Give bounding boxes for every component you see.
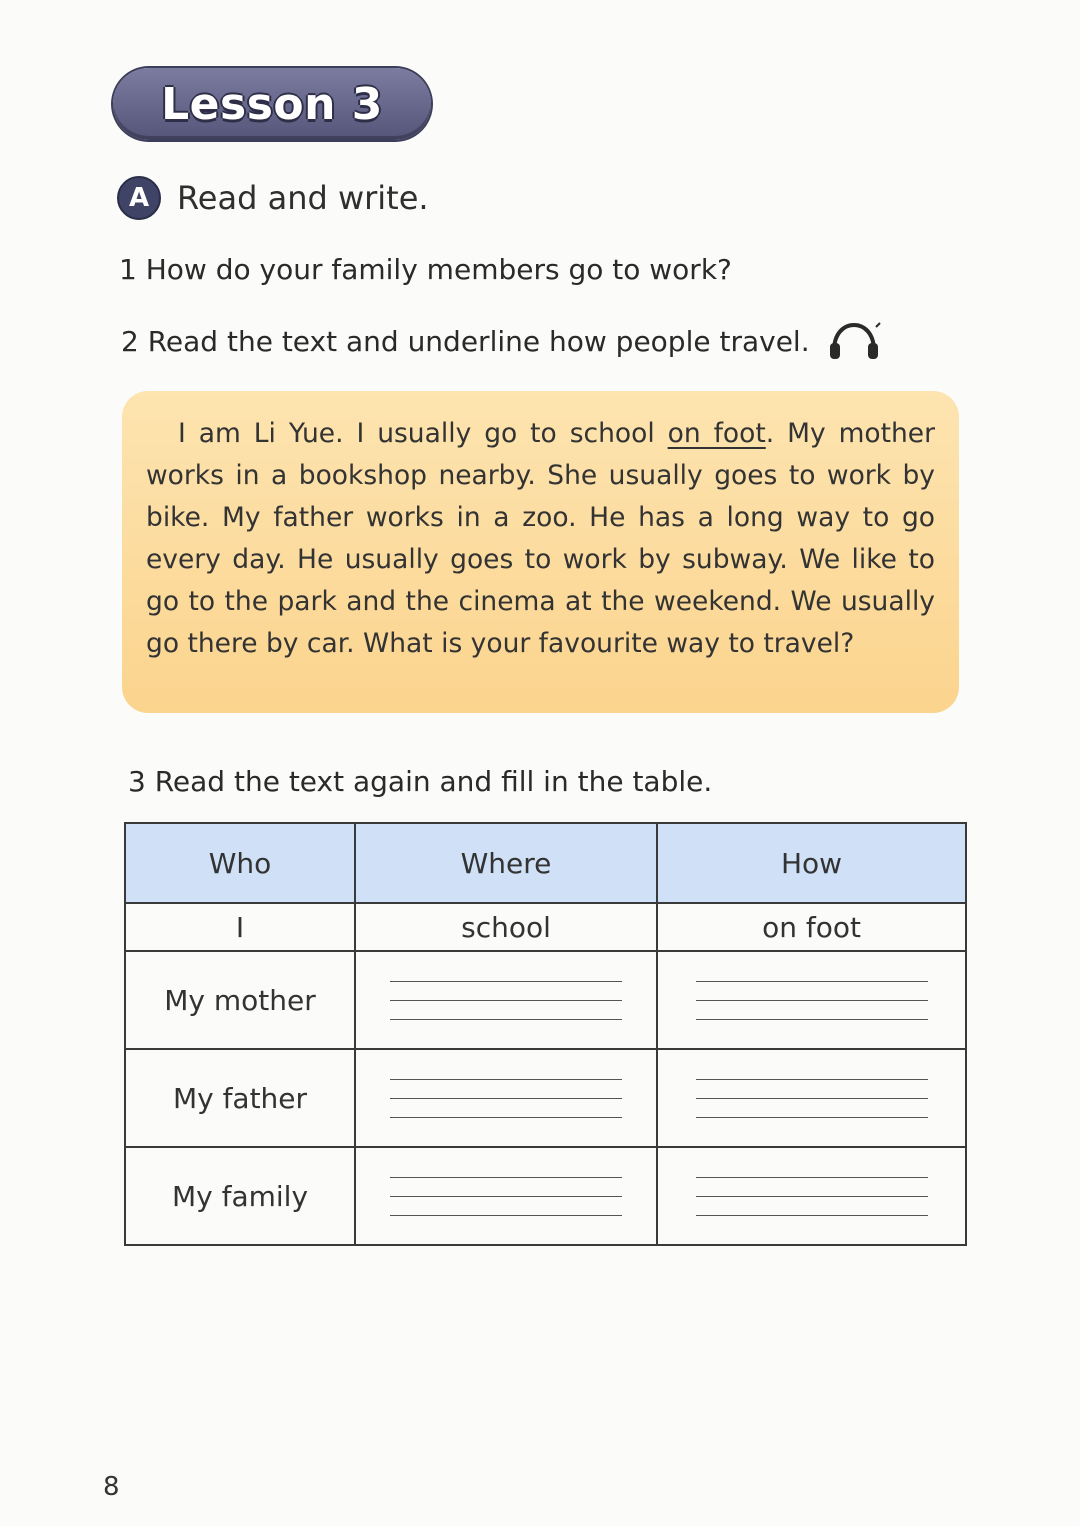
section-a-title: Read and write. — [177, 179, 429, 217]
cell-how: on foot — [657, 903, 966, 951]
passage-underlined-phrase: on foot — [667, 418, 766, 449]
table-row — [125, 903, 966, 951]
table-header-row — [125, 823, 966, 903]
answer-blank-how[interactable] — [657, 1049, 966, 1147]
page-number: 8 — [103, 1472, 120, 1502]
section-a-heading — [117, 176, 429, 220]
header-who: Who — [125, 823, 355, 903]
cell-where: school — [355, 903, 657, 951]
table-row — [125, 951, 966, 1049]
table-row — [125, 1147, 966, 1245]
cell-who: I — [125, 903, 355, 951]
answer-blank-where[interactable] — [355, 951, 657, 1049]
answer-blank-where[interactable] — [355, 1147, 657, 1245]
section-a-badge: A — [117, 176, 161, 220]
header-how: How — [657, 823, 966, 903]
question-2-text: 2 Read the text and underline how people travel. — [121, 324, 810, 358]
cell-who: My family — [125, 1147, 355, 1245]
question-1: 1 How do your family members go to work? — [119, 253, 732, 286]
answer-blank-how[interactable] — [657, 951, 966, 1049]
fill-in-table — [124, 822, 967, 1246]
table-row — [125, 1049, 966, 1147]
lesson-title-badge — [113, 68, 431, 140]
answer-blank-where[interactable] — [355, 1049, 657, 1147]
reading-passage — [122, 391, 959, 713]
passage-text-start: I am Li Yue. I usually go to school — [178, 418, 668, 449]
headphones-icon[interactable] — [826, 321, 882, 361]
question-2 — [121, 321, 882, 361]
cell-who: My mother — [125, 951, 355, 1049]
question-3: 3 Read the text again and fill in the table. — [128, 765, 713, 798]
passage-text-rest: . My mother works in a bookshop nearby. She usually goes to work by bike. My father works in a zoo. He has a long way to go every day. He usually goes to work by subway. We like to go to the park and the cinema at the weekend. We usually go there by car. What is your favourite way to travel? — [146, 418, 936, 659]
header-where: Where — [355, 823, 657, 903]
cell-who: My father — [125, 1049, 355, 1147]
answer-blank-how[interactable] — [657, 1147, 966, 1245]
lesson-title: Lesson 3 — [161, 78, 383, 130]
